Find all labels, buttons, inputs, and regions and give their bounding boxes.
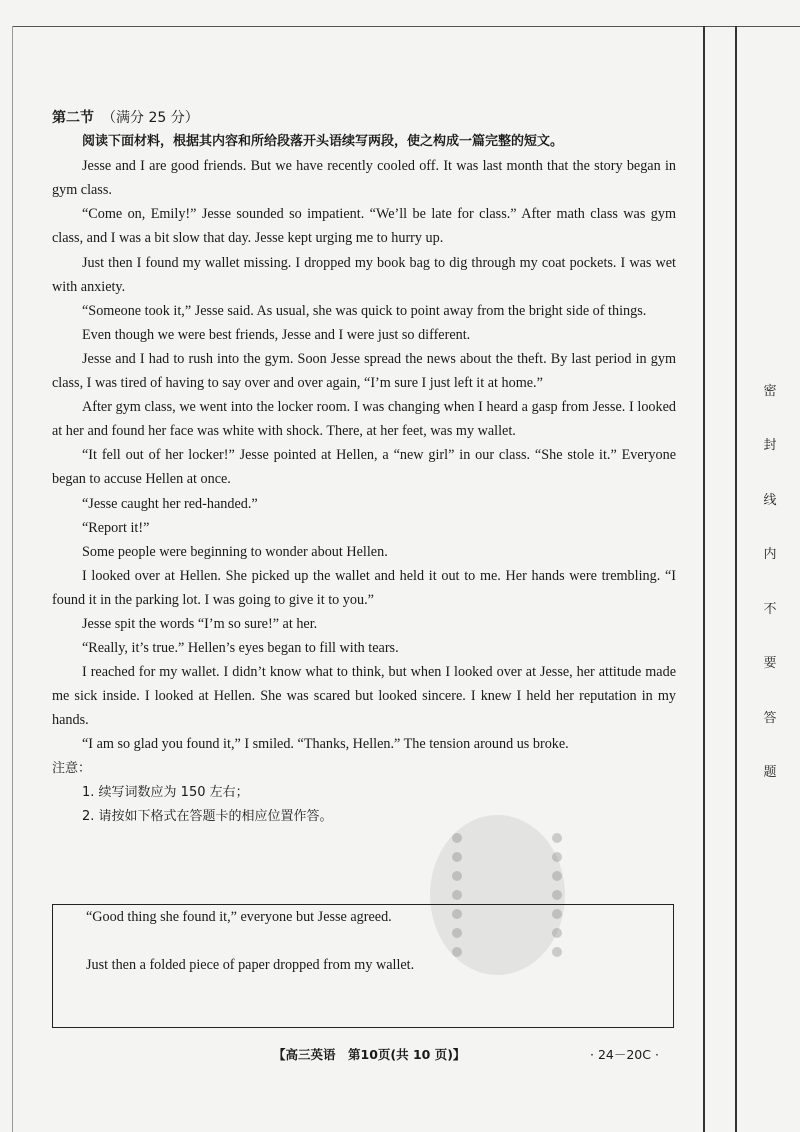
seal-line-notice xyxy=(752,380,788,780)
left-border xyxy=(12,26,13,1132)
paragraph: “It fell out of her locker!” Jesse pointed at Hellen, a “new girl” in our class. “She stole it.” Everyone began to accuse Hellen at once. xyxy=(52,447,676,488)
paragraph: Jesse and I had to rush into the gym. Soon Jesse spread the news about the theft. By last period in gym class, I was tired of having to say over and over again, “I’m sure I just left it at home.” xyxy=(52,350,676,392)
continuation-opening-1: “Good thing she found it,” everyone but Jesse agreed. xyxy=(86,909,392,925)
top-border xyxy=(12,26,800,27)
notes-title: 注意： xyxy=(52,760,92,776)
section-heading xyxy=(52,106,676,130)
section-score: （满分 25 分） xyxy=(102,110,199,126)
passage xyxy=(52,106,676,829)
binding-line-inner xyxy=(703,26,705,1132)
note-item: 1. 续写词数应为 150 左右； xyxy=(82,784,249,800)
continuation-opening-2: Just then a folded piece of paper dropped from my wallet. xyxy=(86,957,415,973)
note-item: 2. 请按如下格式在答题卡的相应位置作答。 xyxy=(82,808,333,824)
section-title: 第二节 xyxy=(52,110,94,126)
paragraph: Jesse and I are good friends. But we have recently cooled off. It was last month that the story began in gym class. xyxy=(52,158,676,199)
paragraph: “Really, it’s true.” Hellen’s eyes began to fill with tears. xyxy=(82,640,399,657)
page-info: 【高三英语 第10页(共 10 页)】 xyxy=(273,1047,466,1062)
seal-char: 线 xyxy=(763,492,777,508)
paragraph: “I am so glad you found it,” I smiled. “Thanks, Hellen.” The tension around us broke. xyxy=(82,736,569,753)
paragraph: I reached for my wallet. I didn’t know what to think, but when I looked over at Jesse, her attitude made me sick inside. I looked at Hellen. She was scared but looked sincere. I knew I held her reputation in my hands. xyxy=(52,664,676,729)
paper-code: · 24－20C · xyxy=(590,1047,659,1062)
paragraph: I looked over at Hellen. She picked up the wallet and held it out to me. Her hands were trembling. “I found it in the parking lot. I was going to give it to you.” xyxy=(52,567,676,608)
seal-char: 内 xyxy=(763,547,777,563)
seal-char: 不 xyxy=(763,601,777,617)
seal-char: 封 xyxy=(763,438,777,454)
seal-char: 答 xyxy=(763,710,777,726)
answer-format-box xyxy=(52,904,674,1028)
seal-char: 题 xyxy=(763,764,777,780)
paragraph: “Jesse caught her red-handed.” xyxy=(82,495,258,512)
paragraph: Some people were beginning to wonder about Hellen. xyxy=(82,543,388,560)
paragraph: “Report it!” xyxy=(82,519,150,536)
paragraph: “Someone took it,” Jesse said. As usual, she was quick to point away from the bright side of things. xyxy=(82,302,647,319)
paragraph: After gym class, we went into the locker room. I was changing when I heard a gasp from Jesse. I looked at her and found her face was white with shock. There, at her feet, was my wallet. xyxy=(52,399,676,440)
paragraph: “Come on, Emily!” Jesse sounded so impatient. “We’ll be late for class.” After math class was gym class, and I was a bit slow that day. Jesse kept urging me to hurry up. xyxy=(52,206,676,247)
instruction: 阅读下面材料，根据其内容和所给段落开头语续写两段，使之构成一篇完整的短文。 xyxy=(82,134,564,150)
paragraph: Even though we were best friends, Jesse and I were just so different. xyxy=(82,326,471,343)
seal-char: 密 xyxy=(763,384,777,399)
seal-char: 要 xyxy=(763,656,777,672)
paragraph: Jesse spit the words “I’m so sure!” at her. xyxy=(82,615,318,632)
binding-line-outer xyxy=(735,26,737,1132)
paragraph: Just then I found my wallet missing. I dropped my book bag to dig through my coat pockets. I was wet with anxiety. xyxy=(52,254,676,295)
page-footer xyxy=(0,1045,800,1069)
